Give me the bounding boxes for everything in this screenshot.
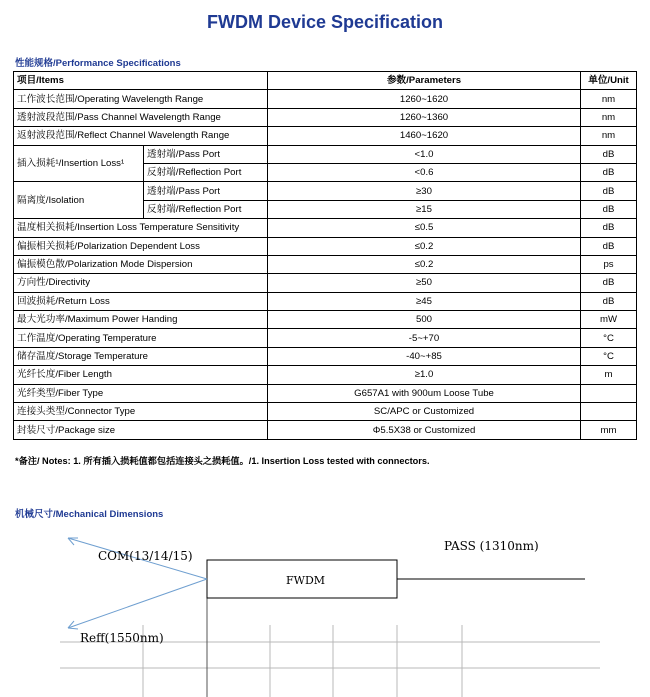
row-item: 光纤类型/Fiber Type (14, 384, 268, 402)
table-row (14, 237, 637, 255)
row-unit: °C (581, 329, 637, 347)
table-row (14, 108, 637, 126)
row-param: Φ5.5X38 or Customized (268, 421, 581, 439)
row-item: 返射波段范围/Reflect Channel Wavelength Range (14, 127, 268, 145)
row-unit: mW (581, 311, 637, 329)
isolation-label: 隔离度/Isolation (14, 182, 144, 219)
row-param: 1260~1360 (268, 108, 581, 126)
row-item: 封装尺寸/Package size (14, 421, 268, 439)
row-param: 1460~1620 (268, 127, 581, 145)
notes: *备注/ Notes: 1. 所有插入损耗值都包括连接头之损耗值。/1. Insertion Loss tested with connectors. (15, 456, 430, 466)
insertion-loss-label: 插入损耗¹/Insertion Loss¹ (14, 145, 144, 182)
table-row (14, 274, 637, 292)
row-param: <1.0 (268, 145, 581, 163)
table-row (14, 90, 637, 108)
table-row (14, 255, 637, 273)
row-item: 回波损耗/Return Loss (14, 292, 268, 310)
page-title: FWDM Device Specification (206, 12, 444, 32)
row-item: 温度相关损耗/Insertion Loss Temperature Sensitivity (14, 219, 268, 237)
row-param: SC/APC or Customized (268, 403, 581, 421)
table-header-row (14, 72, 637, 90)
row-unit: dB (581, 200, 637, 218)
pass-port-label: 透射端/Pass Port (144, 145, 268, 163)
com-label: COM(13/14/15) (98, 549, 193, 563)
table-row (14, 292, 637, 310)
row-param: G657A1 with 900um Loose Tube (268, 384, 581, 402)
table-row (14, 311, 637, 329)
row-unit: nm (581, 127, 637, 145)
row-item: 偏振相关损耗/Polarization Dependent Loss (14, 237, 268, 255)
table-row (14, 366, 637, 384)
row-item: 光纤长度/Fiber Length (14, 366, 268, 384)
row-param: -5~+70 (268, 329, 581, 347)
row-unit: dB (581, 237, 637, 255)
row-param: -40~+85 (268, 347, 581, 365)
row-unit: mm (581, 421, 637, 439)
row-unit: dB (581, 182, 637, 200)
row-item: 偏振模色散/Polarization Mode Dispersion (14, 255, 268, 273)
row-unit: dB (581, 292, 637, 310)
row-param: 1260~1620 (268, 90, 581, 108)
header-parameters: 参数/Parameters (268, 72, 581, 90)
row-unit: ps (581, 255, 637, 273)
reflect-label: Reff(1550nm) (80, 631, 164, 645)
row-param: ≤0.2 (268, 237, 581, 255)
row-param: 500 (268, 311, 581, 329)
table-row (14, 219, 637, 237)
reflect-fiber (68, 579, 207, 628)
row-unit: dB (581, 219, 637, 237)
spec-table (13, 71, 637, 440)
table-row (14, 384, 637, 402)
reflect-arrow-head (68, 628, 78, 629)
header-unit: 单位/Unit (581, 72, 637, 90)
row-item: 方向性/Directivity (14, 274, 268, 292)
table-row (14, 145, 637, 163)
pass-port-label: 透射端/Pass Port (144, 182, 268, 200)
row-item: 最大光功率/Maximum Power Handing (14, 311, 268, 329)
row-param: ≥30 (268, 182, 581, 200)
row-unit: dB (581, 274, 637, 292)
performance-heading: 性能规格/Performance Specifications (15, 58, 181, 69)
row-unit (581, 384, 637, 402)
row-unit (581, 403, 637, 421)
row-unit: nm (581, 90, 637, 108)
row-unit: m (581, 366, 637, 384)
mechanical-heading: 机械尺寸/Mechanical Dimensions (15, 509, 164, 520)
row-unit: nm (581, 108, 637, 126)
table-row (14, 182, 637, 200)
table-row (14, 403, 637, 421)
row-item: 透射波段范围/Pass Channel Wavelength Range (14, 108, 268, 126)
row-param: ≥15 (268, 200, 581, 218)
row-unit: dB (581, 163, 637, 181)
row-item: 工作温度/Operating Temperature (14, 329, 268, 347)
reflection-port-label: 反射端/Reflection Port (144, 163, 268, 181)
pass-label: PASS (1310nm) (444, 539, 539, 553)
mechanical-diagram (0, 520, 650, 697)
reflection-port-label: 反射端/Reflection Port (144, 200, 268, 218)
table-row (14, 127, 637, 145)
row-param: ≥1.0 (268, 366, 581, 384)
row-param: ≤0.5 (268, 219, 581, 237)
header-items: 项目/Items (14, 72, 268, 90)
row-param: ≤0.2 (268, 255, 581, 273)
row-unit: °C (581, 347, 637, 365)
row-param: ≥45 (268, 292, 581, 310)
row-param: <0.6 (268, 163, 581, 181)
table-row (14, 329, 637, 347)
row-param: ≥50 (268, 274, 581, 292)
row-item: 储存温度/Storage Temperature (14, 347, 268, 365)
row-item: 工作波长范围/Operating Wavelength Range (14, 90, 268, 108)
device-label: FWDM (286, 574, 326, 587)
row-unit: dB (581, 145, 637, 163)
row-item: 连接头类型/Connector Type (14, 403, 268, 421)
table-row (14, 421, 637, 439)
table-row (14, 347, 637, 365)
